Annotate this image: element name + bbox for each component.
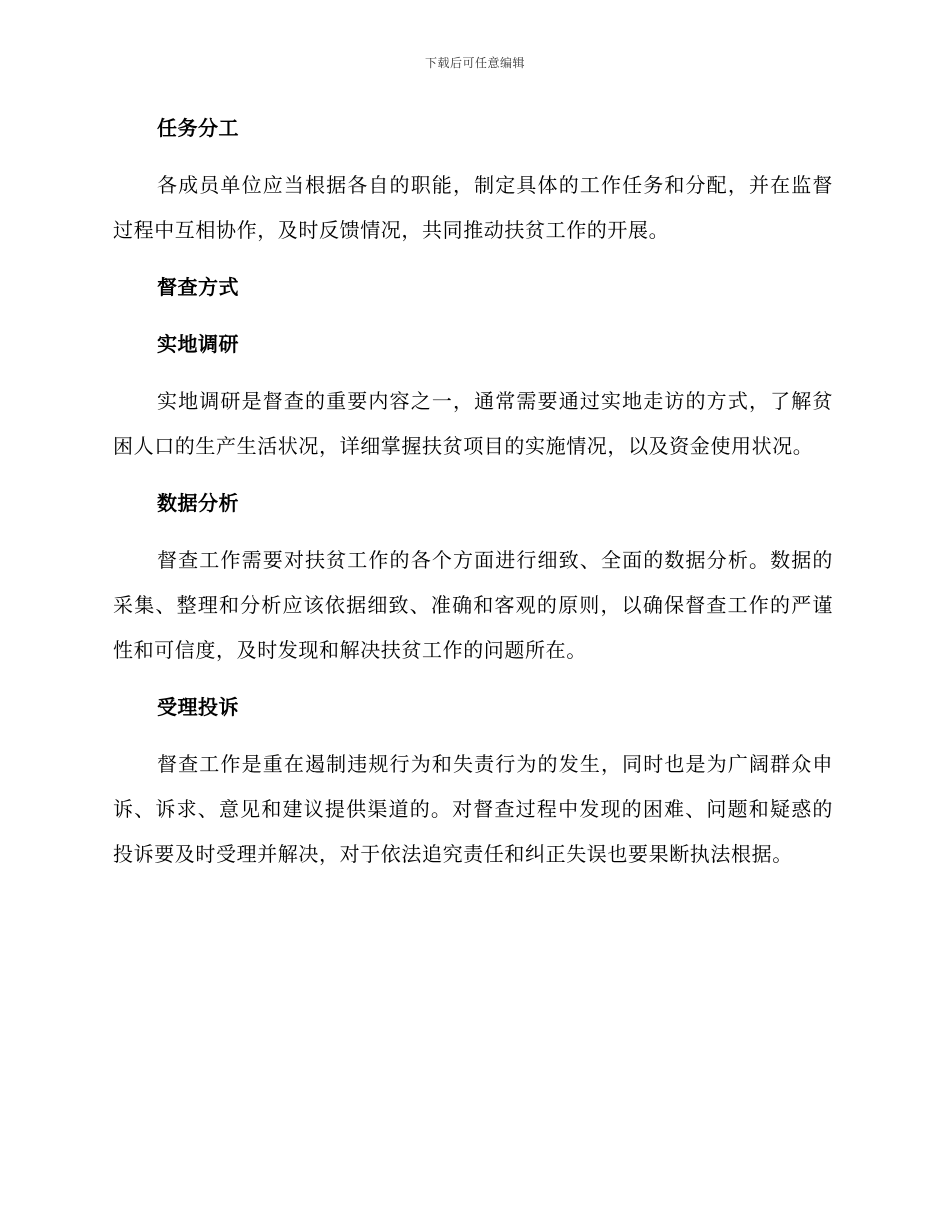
section-heading-complaints: 受理投诉: [157, 695, 239, 719]
section-heading-data-analysis: 数据分析: [157, 491, 239, 515]
section-paragraph-data-analysis: 督查工作需要对扶贫工作的各个方面进行细致、全面的数据分析。数据的采集、整理和分析应该依据细致、准确和客观的原则，以确保督查工作的严谨性和可信度，及时发现和解决扶贫工作的问题所在。: [113, 548, 833, 662]
section-paragraph-complaints: 督查工作是重在遏制违规行为和失责行为的发生，同时也是为广阔群众申诉、诉求、意见和建议提供渠道的。对督查过程中发现的困难、问题和疑惑的投诉要及时受理并解决，对于依法追究责任和纠正失误也要果断执法根据。: [113, 752, 833, 866]
section-heading-task-division: 任务分工: [157, 116, 239, 140]
document-body: [113, 106, 833, 889]
section-paragraph-task-division: 各成员单位应当根据各自的职能，制定具体的工作任务和分配，并在监督过程中互相协作，及时反馈情况，共同推动扶贫工作的开展。: [113, 173, 833, 242]
section-paragraph-field-research: 实地调研是督查的重要内容之一，通常需要通过实地走访的方式，了解贫困人口的生产生活状况，详细掌握扶贫项目的实施情况，以及资金使用状况。: [113, 389, 833, 458]
section-heading-field-research: 实地调研: [157, 332, 239, 356]
page-header: 下载后可任意编辑: [424, 56, 525, 70]
section-heading-inspection-methods: 督查方式: [157, 275, 239, 299]
